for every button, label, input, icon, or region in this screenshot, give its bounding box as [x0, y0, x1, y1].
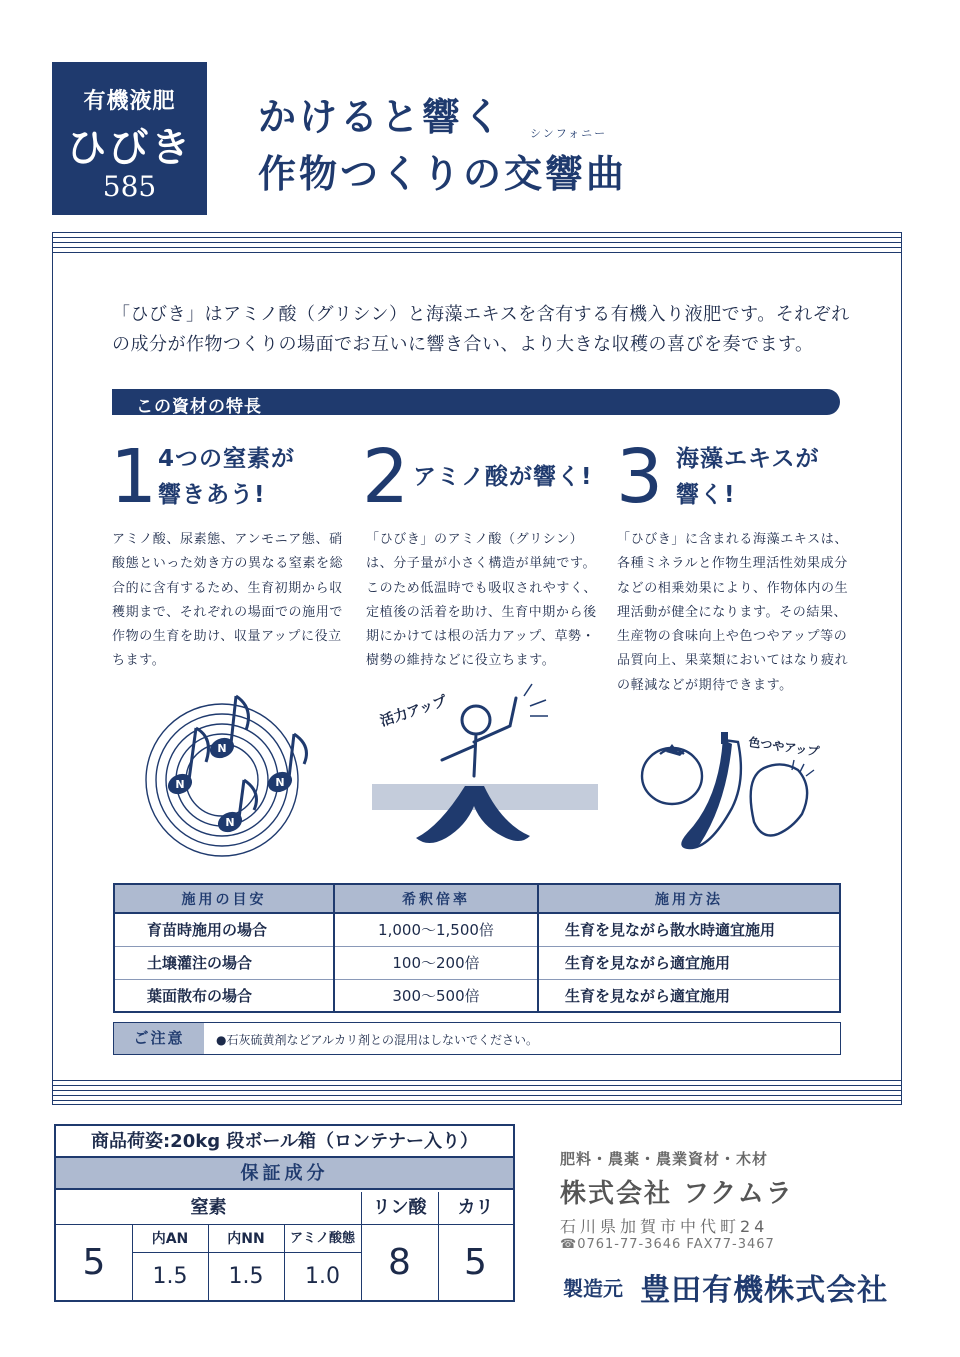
dealer-phone: ☎0761-77-3646 FAX77-3467 — [560, 1237, 775, 1252]
brand-box — [52, 62, 207, 215]
feature-3-body: 「ひびき」に含まれる海藻エキスは、各種ミネラルと作物生理活性効果成分などの相乗効果により、作物体内の生理活動が健全になります。その結果、生産物の食味向上や色つやアップ等の品質向上、果菜類においてはなり疲れの軽減などが期待できます。 — [617, 532, 849, 693]
feature-1-title-line1: 4つの窒素が — [158, 446, 296, 472]
phosphate-value: 8 — [388, 1242, 411, 1283]
package-line: 商品荷姿:20kg 段ボール箱（ロンテナー入り） — [56, 1126, 513, 1158]
divider — [132, 1224, 133, 1300]
color-label: 色つやアップ — [747, 735, 821, 759]
intro-text: 「ひびき」はアミノ酸（グリシン）と海藻エキスを含有する有機入り液肥です。それぞれの成分が作物つくりの場面でお互いに響き合い、より大きな収穫の喜びを奏でます。 — [112, 304, 850, 355]
guarantee-table — [54, 1124, 515, 1302]
headline-ruby: シンフォニー — [530, 127, 608, 140]
staff-line — [52, 1095, 902, 1096]
sub-label-amino: アミノ酸態 — [289, 1231, 355, 1246]
usage-cell: 生育を見ながら適宜施用 — [538, 979, 840, 1012]
an-value: 1.5 — [152, 1264, 188, 1289]
usage-cell: 生育を見ながら適宜施用 — [538, 946, 840, 979]
potash-value: 5 — [464, 1242, 487, 1283]
vitality-person-illustration — [370, 676, 600, 866]
usage-cell: 生育を見ながら散水時適宜施用 — [538, 913, 840, 946]
usage-header-method: 施用方法 — [538, 884, 840, 913]
vegetables-illustration — [636, 730, 836, 850]
n-label: N — [217, 742, 227, 755]
product-name: ひびき — [66, 125, 193, 171]
dealer-address: 石川県加賀市中代町24 — [560, 1217, 769, 1236]
maker-label: 製造元 — [563, 1276, 623, 1301]
divider — [132, 1252, 361, 1253]
maker — [563, 1265, 888, 1309]
product-category: 有機液肥 — [83, 89, 176, 114]
feature-1-body: アミノ酸、尿素態、アンモニア態、硝酸態といった効き方の異なる窒素を総合的に含有するため、生育初期から収穫期まで、それぞれの場面での施用で作物の生育を助け、収量アップに役立ちます。 — [112, 532, 344, 669]
headline-line2: 作物つくりの交響曲 — [258, 151, 628, 196]
usage-cell: 土壌灌注の場合 — [114, 946, 334, 979]
feature-1-title-line2: 響きあう! — [158, 482, 266, 508]
nitrogen-label: 窒素 — [190, 1197, 227, 1218]
usage-cell: 育苗時施用の場合 — [114, 913, 334, 946]
caution-box — [113, 1022, 841, 1055]
feature-3-number: 3 — [616, 434, 664, 520]
staff-line — [52, 1104, 902, 1105]
caution-text: ●石灰硫黄剤などアルカリ剤との混用はしないでください。 — [216, 1033, 538, 1047]
usage-table-header-row — [114, 884, 840, 913]
usage-cell: 100〜200倍 — [334, 946, 538, 979]
product-number: 585 — [102, 170, 157, 203]
potash-label: カリ — [457, 1197, 494, 1218]
sub-label-nn: 内NN — [227, 1231, 265, 1247]
n-label: N — [175, 778, 185, 791]
phosphate-label: リン酸 — [372, 1197, 427, 1218]
vitality-label: 活力アップ — [378, 693, 449, 730]
divider — [438, 1192, 439, 1300]
staff-line — [52, 1080, 902, 1081]
dealer-line1: 肥料・農薬・農業資材・木材 — [560, 1150, 769, 1168]
usage-cell: 葉面散布の場合 — [114, 979, 334, 1012]
table-row — [114, 979, 840, 1012]
sub-label-an: 内AN — [151, 1231, 189, 1247]
dealer-stamp — [560, 1148, 860, 1252]
headline-line1: かけると響く — [258, 94, 505, 139]
feature-2-number: 2 — [362, 434, 410, 520]
feature-1-number: 1 — [110, 434, 158, 520]
feature-2-body: 「ひびき」のアミノ酸（グリシン）は、分子量が小さく構造が単純です。このため低温時でも吸収されやすく、定植後の活着を助け、生育中期から後期にかけては根の活力アップ、草勢・樹勢の維持などに役立ちます。 — [366, 532, 597, 669]
staff-line — [52, 1090, 902, 1091]
n-label: N — [225, 816, 235, 829]
feature-3-title-line1: 海藻エキスが — [676, 446, 820, 472]
caution-label: ご注意 — [114, 1023, 204, 1054]
usage-header-dilution: 希釈倍率 — [334, 884, 538, 913]
nitrogen-notes-illustration — [140, 688, 320, 860]
usage-header-guideline: 施用の目安 — [114, 884, 334, 913]
n-label: N — [275, 776, 285, 789]
divider — [208, 1224, 209, 1300]
nn-value: 1.5 — [228, 1264, 264, 1289]
maker-name: 豊田有機株式会社 — [640, 1273, 889, 1308]
divider — [284, 1224, 285, 1300]
feature-3-title-line2: 響く! — [676, 482, 736, 508]
nitrogen-total-value: 5 — [82, 1242, 106, 1283]
staff-line — [52, 1100, 902, 1101]
usage-cell: 1,000〜1,500倍 — [334, 913, 538, 946]
staff-line — [52, 1085, 902, 1086]
table-row — [114, 946, 840, 979]
table-row — [114, 913, 840, 946]
usage-cell: 300〜500倍 — [334, 979, 538, 1012]
dealer-company: 株式会社 フクムラ — [560, 1179, 794, 1209]
features-section-title: この資材の特長 — [136, 397, 262, 417]
amino-value: 1.0 — [305, 1264, 340, 1289]
guarantee-title: 保証成分 — [56, 1158, 513, 1190]
divider — [361, 1192, 362, 1300]
features-section-bar — [112, 389, 840, 415]
usage-table — [113, 883, 841, 1013]
feature-2-title-line1: アミノ酸が響く! — [413, 464, 593, 490]
